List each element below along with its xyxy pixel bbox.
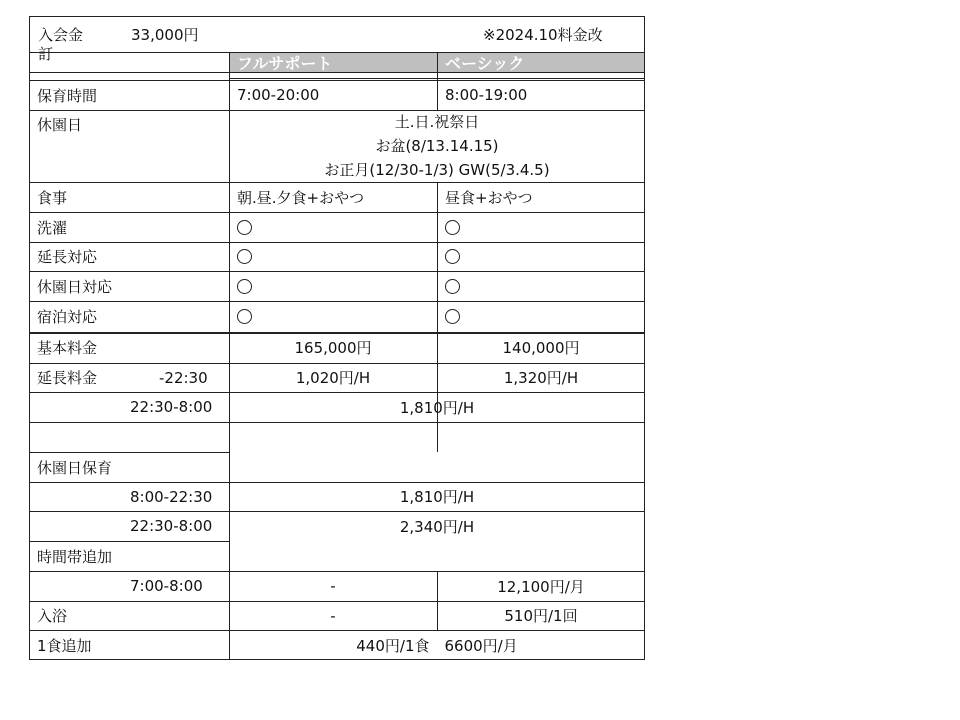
holiday-day-time: 8:00-22:30 <box>130 487 213 506</box>
holiday-night-value: 2,340円/H <box>399 517 475 536</box>
extension-night-value: 1,810円/H <box>399 398 475 417</box>
revision-note: ※2024.10料金改 <box>483 25 603 44</box>
plan-basic-header: ベーシック <box>445 53 525 73</box>
closed-label: 休園日 <box>37 116 83 134</box>
extra-meal-value: 440円/1食 6600円/月 <box>356 636 518 655</box>
closed-line-obon: お盆(8/13.14.15) <box>375 137 499 155</box>
extension-fee-label: 延長料金 <box>37 369 98 387</box>
overnight-label: 宿泊対応 <box>37 308 98 326</box>
extension-night-time: 22:30-8:00 <box>130 398 213 416</box>
bath-basic: 510円/1回 <box>504 607 578 625</box>
hours-full: 7:00-20:00 <box>237 86 320 104</box>
closed-line-weekends: 土.日.祝祭日 <box>394 113 480 131</box>
revision-note-wrap: 訂 <box>38 45 54 63</box>
extension-fee-basic: 1,320円/H <box>503 369 579 387</box>
holiday-care-label: 休園日保育 <box>37 458 113 477</box>
base-fee-full: 165,000円 <box>294 339 372 357</box>
timeslot-early-full: - <box>330 577 336 595</box>
admission-label: 入会金 <box>38 25 84 44</box>
closed-line-newyear-gw: お正月(12/30-1/3) GW(5/3.4.5) <box>324 161 550 179</box>
fee-table <box>29 16 645 660</box>
hours-basic: 8:00-19:00 <box>445 86 528 104</box>
base-fee-basic: 140,000円 <box>502 339 580 357</box>
extra-meal-label: 1食追加 <box>37 636 92 655</box>
hours-label: 保育時間 <box>37 86 98 105</box>
holiday-night-time: 22:30-8:00 <box>130 517 213 535</box>
extension-fee-full: 1,020円/H <box>295 369 371 387</box>
holiday-support-label: 休園日対応 <box>37 277 113 296</box>
bath-full: - <box>330 606 336 625</box>
meals-label: 食事 <box>37 188 68 207</box>
timeslot-early-basic: 12,100円/月 <box>497 577 585 596</box>
admission-fee: 33,000円 <box>131 25 199 44</box>
extension-fee-time: -22:30 <box>159 368 208 387</box>
holiday-day-value: 1,810円/H <box>399 488 475 506</box>
extension-label: 延長対応 <box>37 248 98 266</box>
base-fee-label: 基本料金 <box>37 339 98 357</box>
laundry-label: 洗濯 <box>37 218 68 237</box>
meals-basic: 昼食+おやつ <box>445 188 533 207</box>
meals-full: 朝.昼.夕食+おやつ <box>237 188 365 207</box>
bath-label: 入浴 <box>37 607 68 625</box>
timeslot-label: 時間帯追加 <box>37 547 113 566</box>
plan-full-support-header: フルサポート <box>237 53 333 73</box>
timeslot-early-time: 7:00-8:00 <box>130 577 203 595</box>
